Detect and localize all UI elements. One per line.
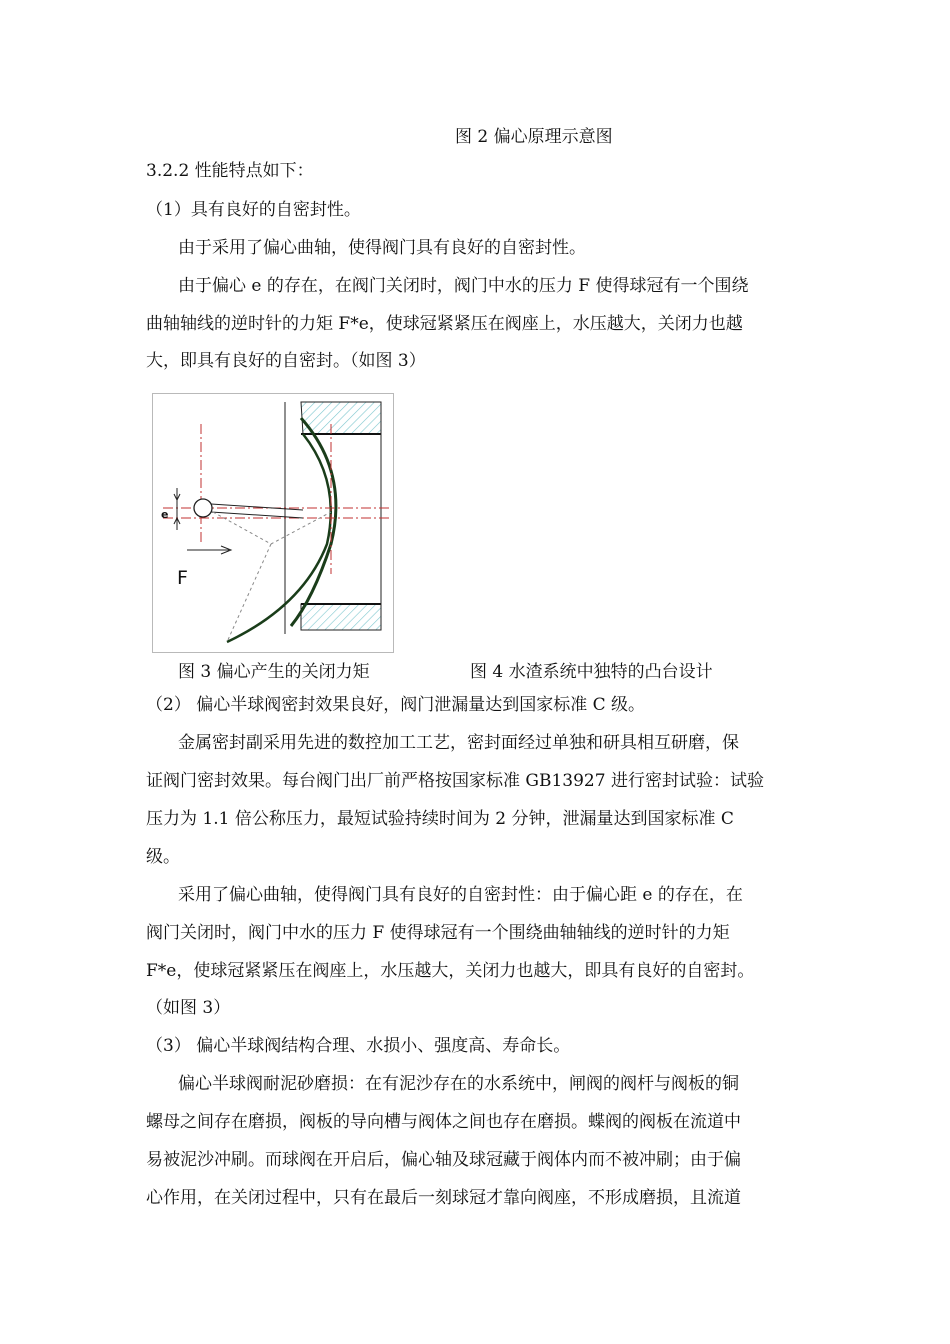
figure-3-caption: 图 3 偏心产生的关闭力矩 xyxy=(178,662,370,682)
item-2-paragraph-2-line: F*e，使球冠紧紧压在阀座上，水压越大，关闭力也越大，即具有良好的自密封。 xyxy=(146,961,755,981)
label-e: e xyxy=(161,508,169,521)
valve-body-top xyxy=(301,402,381,434)
construction-line xyxy=(227,544,271,642)
item-2-paragraph-2-line: （如图 3） xyxy=(146,998,231,1018)
item-2-paragraph-1-line: 压力为 1.1 倍公称压力，最短试验持续时间为 2 分钟，泄漏量达到国家标准 C xyxy=(146,809,734,829)
arm-line xyxy=(211,504,303,510)
figure-2-caption: 图 2 偏心原理示意图 xyxy=(455,127,613,147)
item-1-paragraph-2-line: 由于偏心 e 的存在，在阀门关闭时，阀门中水的压力 F 使得球冠有一个围绕 xyxy=(178,276,749,296)
shaft-circle xyxy=(194,499,212,517)
item-2-paragraph-2-line: 阀门关闭时，阀门中水的压力 F 使得球冠有一个围绕曲轴轴线的逆时针的力矩 xyxy=(146,923,730,943)
figure-3-diagram xyxy=(152,393,394,653)
label-F: F xyxy=(177,567,188,589)
item-2-paragraph-1-line: 证阀门密封效果。每台阀门出厂前严格按国家标准 GB13927 进行密封试验：试验 xyxy=(146,771,764,791)
item-1-paragraph-2-line: 大，即具有良好的自密封。（如图 3） xyxy=(146,351,426,371)
item-3-paragraph-line: 心作用，在关闭过程中，只有在最后一刻球冠才靠向阀座，不形成磨损，且流道 xyxy=(146,1188,741,1208)
item-1-heading: （1）具有良好的自密封性。 xyxy=(146,200,361,220)
construction-line xyxy=(213,512,331,544)
section-heading: 3.2.2 性能特点如下： xyxy=(146,161,314,181)
arm-line xyxy=(211,512,303,518)
item-3-paragraph-line: 易被泥沙冲刷。而球阀在开启后，偏心轴及球冠藏于阀体内而不被冲刷；由于偏 xyxy=(146,1150,741,1170)
figure-4-caption: 图 4 水渣系统中独特的凸台设计 xyxy=(470,662,713,682)
item-1-paragraph-2-line: 曲轴轴线的逆时针的力矩 F*e，使球冠紧紧压在阀座上，水压越大，关闭力也越 xyxy=(146,314,743,334)
item-2-heading: （2） 偏心半球阀密封效果良好，阀门泄漏量达到国家标准 C 级。 xyxy=(146,695,646,715)
item-3-heading: （3） 偏心半球阀结构合理、水损小、强度高、寿命长。 xyxy=(146,1036,571,1056)
item-1-paragraph-1: 由于采用了偏心曲轴，使得阀门具有良好的自密封性。 xyxy=(178,238,586,258)
item-2-paragraph-1-line: 级。 xyxy=(146,847,180,867)
item-3-paragraph-line: 螺母之间存在磨损，阀板的导向槽与阀体之间也存在磨损。蝶阀的阀板在流道中 xyxy=(146,1112,741,1132)
valve-body-bottom xyxy=(301,604,381,630)
item-2-paragraph-2-line: 采用了偏心曲轴，使得阀门具有良好的自密封性：由于偏心距 e 的存在，在 xyxy=(178,885,743,905)
item-2-paragraph-1-line: 金属密封副采用先进的数控加工工艺，密封面经过单独和研具相互研磨，保 xyxy=(178,733,739,753)
item-3-paragraph-line: 偏心半球阀耐泥砂磨损：在有泥沙存在的水系统中，闸阀的阀杆与阀板的铜 xyxy=(178,1074,739,1094)
